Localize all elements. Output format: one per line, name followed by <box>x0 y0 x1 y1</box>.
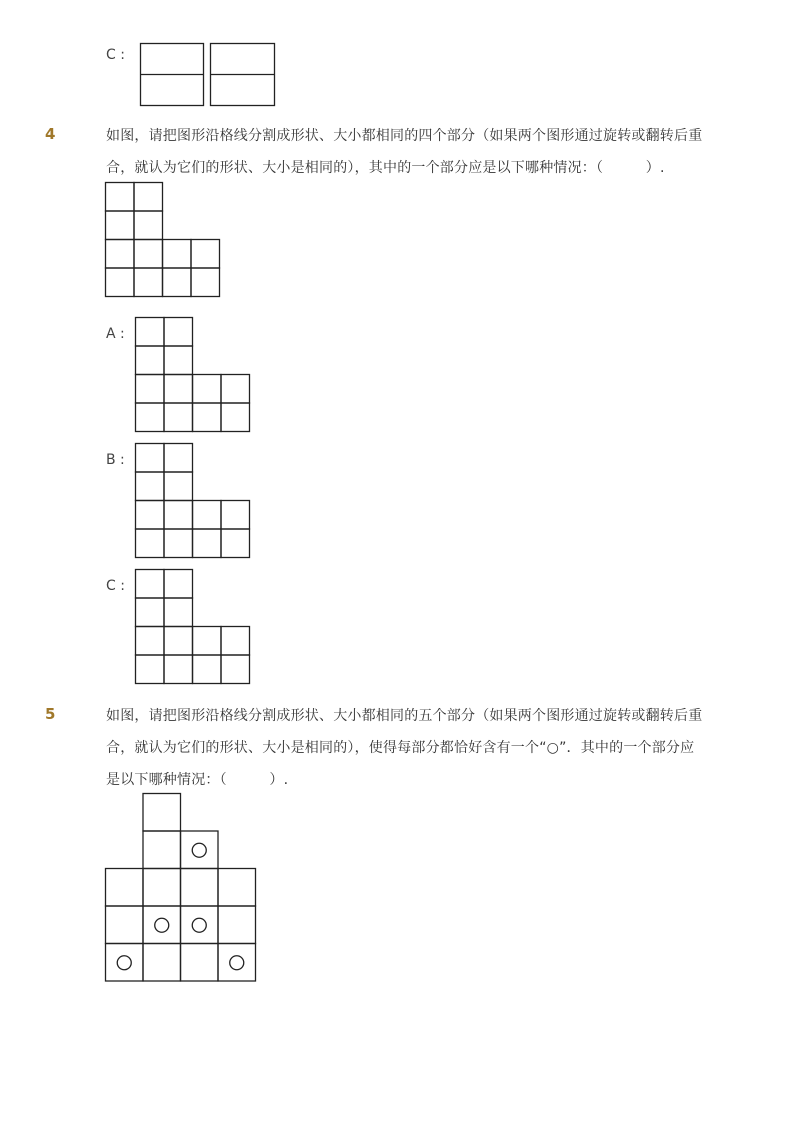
grid-cell <box>106 944 144 982</box>
grid-cell <box>181 869 219 907</box>
circle-mark <box>155 918 169 932</box>
grid-cell <box>164 318 193 347</box>
grid-cell <box>106 906 144 944</box>
grid-cell <box>163 240 192 269</box>
circle-mark <box>192 918 206 932</box>
grid-cell <box>134 211 163 240</box>
grid-cell <box>193 529 222 558</box>
grid-cell <box>164 570 193 599</box>
circle-mark <box>230 956 244 970</box>
grid-cell <box>136 444 165 473</box>
question-4-option-c-label[interactable]: C : <box>106 578 125 594</box>
question-4-option-a-figure <box>135 317 251 433</box>
circle-mark <box>117 956 131 970</box>
grid-cell <box>164 501 193 530</box>
grid-cell <box>106 268 135 297</box>
grid-cell <box>136 570 165 599</box>
question-5-line-2: 合，就认为它们的形状、大小是相同的），使得每部分都恰好含有一个“○”．其中的一个部分应 <box>106 740 695 756</box>
grid-cell <box>143 794 181 832</box>
grid-cell <box>134 240 163 269</box>
grid-cell <box>181 906 219 944</box>
grid-cell <box>191 268 220 297</box>
grid-cell <box>106 183 135 212</box>
grid-cell <box>136 655 165 684</box>
grid-cell <box>193 403 222 432</box>
grid-cell <box>106 240 135 269</box>
grid-cell <box>143 869 181 907</box>
grid-cell <box>163 268 192 297</box>
grid-cell <box>191 240 220 269</box>
grid-cell <box>181 944 219 982</box>
grid-cell <box>134 183 163 212</box>
grid-cell <box>134 268 163 297</box>
grid-cell <box>193 655 222 684</box>
grid-cell <box>164 403 193 432</box>
grid-cell <box>136 346 165 375</box>
grid-cell <box>136 472 165 501</box>
grid-cell <box>106 211 135 240</box>
question-4-line-2: 合，就认为它们的形状、大小是相同的），其中的一个部分应是以下哪种情况：（ ）. <box>106 160 665 176</box>
prev-option-c-label: C : <box>106 47 125 63</box>
grid-cell <box>106 869 144 907</box>
grid-cell <box>218 869 256 907</box>
grid-cell <box>136 598 165 627</box>
question-4-line-1: 如图，请把图形沿格线分割成形状、大小都相同的四个部分（如果两个图形通过旋转或翻转后重 <box>106 128 703 144</box>
grid-cell <box>136 375 165 404</box>
grid-cell <box>218 944 256 982</box>
grid-cell <box>143 831 181 869</box>
grid-cell <box>143 906 181 944</box>
grid-cell <box>193 627 222 656</box>
grid-cell <box>164 598 193 627</box>
grid-cell <box>221 403 250 432</box>
grid-cell <box>164 444 193 473</box>
grid-cell <box>193 375 222 404</box>
question-5-line-1: 如图，请把图形沿格线分割成形状、大小都相同的五个部分（如果两个图形通过旋转或翻转后重 <box>106 708 703 724</box>
question-4-figure <box>105 182 221 298</box>
grid-cell <box>164 346 193 375</box>
question-4-option-c-figure <box>135 569 251 685</box>
grid-cell <box>143 944 181 982</box>
question-4-option-a-label[interactable]: A : <box>106 326 125 342</box>
grid-cell <box>164 529 193 558</box>
grid-cell <box>218 906 256 944</box>
question-4-number: 4 <box>45 125 56 143</box>
grid-cell <box>221 655 250 684</box>
grid-cell <box>164 472 193 501</box>
grid-cell <box>164 375 193 404</box>
grid-cell <box>221 501 250 530</box>
grid-cell <box>136 529 165 558</box>
grid-cell <box>136 627 165 656</box>
grid-cell <box>193 501 222 530</box>
question-4-option-b-figure <box>135 443 251 559</box>
grid-cell <box>221 529 250 558</box>
grid-cell <box>136 318 165 347</box>
circle-mark <box>192 843 206 857</box>
question-4-option-b-label[interactable]: B : <box>106 452 125 468</box>
question-5-figure <box>105 793 259 983</box>
grid-cell <box>221 375 250 404</box>
prev-option-c-figure <box>140 43 276 107</box>
question-5-number: 5 <box>45 705 56 723</box>
grid-cell <box>164 627 193 656</box>
grid-cell <box>136 501 165 530</box>
grid-cell <box>221 627 250 656</box>
question-5-line-3: 是以下哪种情况：（ ）. <box>106 772 289 788</box>
grid-cell <box>164 655 193 684</box>
grid-cell <box>136 403 165 432</box>
grid-cell <box>181 831 219 869</box>
